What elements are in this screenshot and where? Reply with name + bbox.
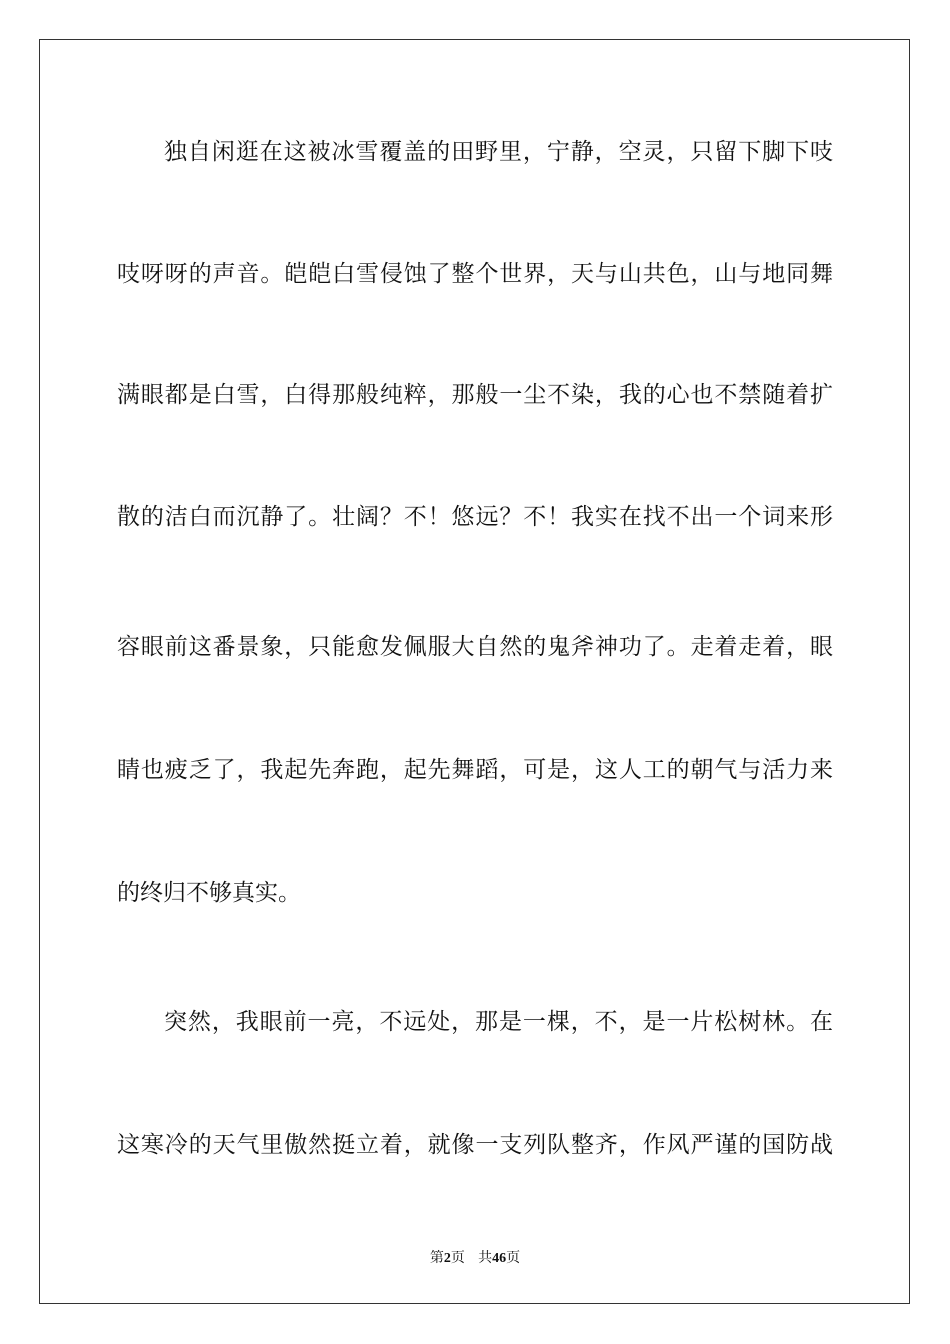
paragraph-line: 这寒冷的天气里傲然挺立着，就像一支列队整齐，作风严谨的国防战 bbox=[117, 1132, 833, 1158]
footer-total-prefix: 共 bbox=[478, 1250, 493, 1266]
paragraph-line: 容眼前这番景象，只能愈发佩服大自然的鬼斧神功了。走着走着，眼 bbox=[117, 634, 833, 660]
paragraph-line: 突然，我眼前一亮，不远处，那是一棵，不，是一片松树林。在 bbox=[164, 1009, 833, 1035]
paragraph-line: 满眼都是白雪，白得那般纯粹，那般一尘不染，我的心也不禁随着扩 bbox=[117, 382, 833, 408]
paragraph-line: 吱呀呀的声音。皑皑白雪侵蚀了整个世界，天与山共色，山与地同舞 bbox=[117, 261, 833, 287]
total-pages-number: 46 bbox=[492, 1251, 507, 1266]
current-page-number: 2 bbox=[443, 1251, 451, 1266]
paragraph-line: 睛也疲乏了，我起先奔跑，起先舞蹈，可是，这人工的朝气与活力来 bbox=[117, 757, 833, 783]
paragraph-line: 的终归不够真实。 bbox=[117, 880, 301, 906]
paragraph-line: 独自闲逛在这被冰雪覆盖的田野里，宁静，空灵，只留下脚下吱 bbox=[164, 139, 833, 165]
footer-total-unit: 页 bbox=[506, 1250, 521, 1266]
page-border bbox=[39, 39, 910, 1304]
footer-page-unit: 页 bbox=[450, 1250, 465, 1266]
page-footer bbox=[0, 1247, 950, 1267]
paragraph-line: 散的洁白而沉静了。壮阔？不！悠远？不！我实在找不出一个词来形 bbox=[117, 504, 833, 530]
footer-prefix: 第 bbox=[429, 1250, 444, 1266]
